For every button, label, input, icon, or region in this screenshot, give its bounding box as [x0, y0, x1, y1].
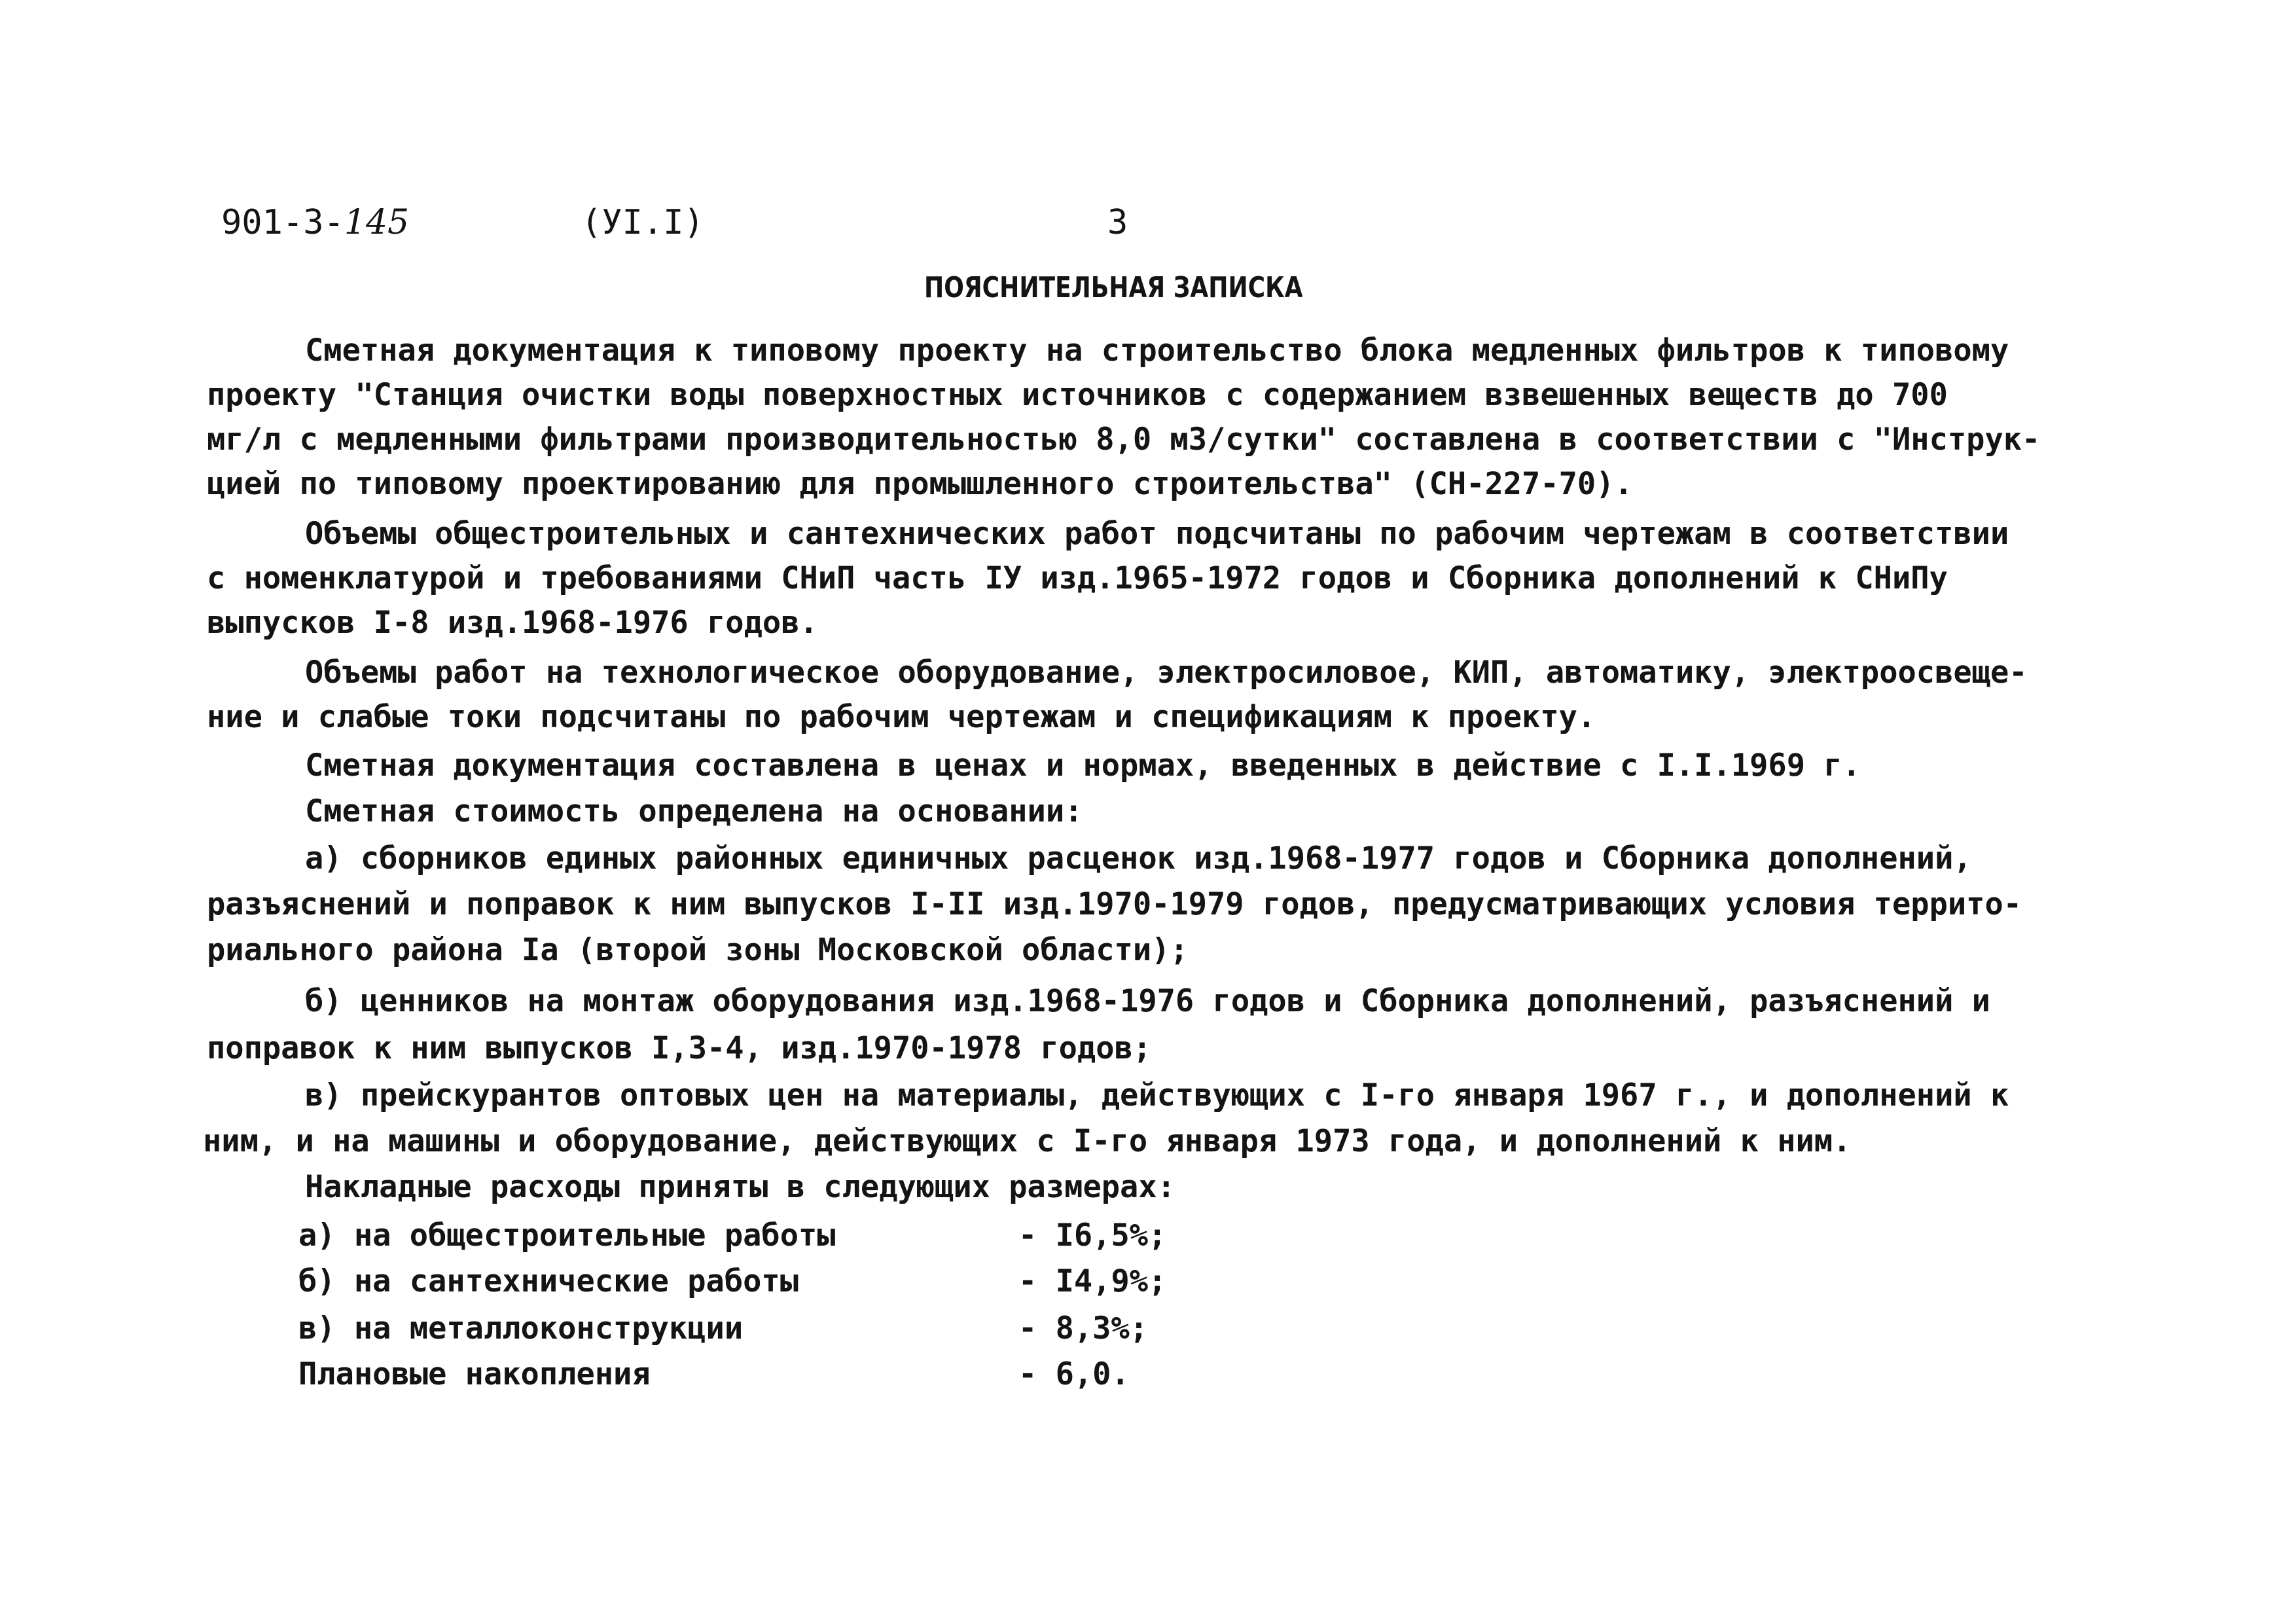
text-line: а) сборников единых районных единичных расценок изд.1968-1977 годов и Сборника дополнений,	[305, 840, 1972, 876]
rate-value: - 8,3%;	[1018, 1310, 1149, 1346]
text-line: Сметная стоимость определена на основании:	[305, 793, 1083, 829]
text-line: выпусков I-8 изд.1968-1976 годов.	[207, 605, 818, 641]
rate-label: а) на общестроительные работы	[298, 1218, 836, 1254]
rate-label: Плановые накопления	[298, 1356, 651, 1392]
rate-value: - I4,9%;	[1018, 1263, 1167, 1299]
text-line: б) ценников на монтаж оборудования изд.1968-1976 годов и Сборника дополнений, разъяснений и	[305, 983, 1990, 1019]
text-line: разъяснений и поправок к ним выпусков I-II изд.1970-1979 годов, предусматривающих условия террито-	[207, 886, 2022, 922]
text-line: Объемы общестроительных и сантехнических работ подсчитаны по рабочим чертежам в соответствии	[305, 516, 2009, 552]
text-line: Накладные расходы приняты в следующих размерах:	[305, 1169, 1175, 1205]
text-line: Сметная документация составлена в ценах и нормах, введенных в действие с I.I.1969 г.	[305, 748, 1861, 784]
text-line: мг/л с медленными фильтрами производительностью 8,0 м3/сутки" составлена в соответствии с "Инструк-	[207, 422, 2041, 458]
section-number: (УI.I)	[581, 203, 704, 242]
document-code	[221, 196, 409, 249]
text-line: ним, и на машины и оборудование, действующих с I-го января 1973 года, и дополнений к ним.	[203, 1123, 1852, 1159]
rate-label: б) на сантехнические работы	[298, 1263, 799, 1299]
rate-label: в) на металлоконструкции	[298, 1310, 744, 1346]
text-line: риального района Iа (второй зоны Московской области);	[207, 932, 1189, 968]
text-line: с номенклатурой и требованиями СНиП часть IУ изд.1965-1972 годов и Сборника дополнений к СНиПу	[207, 560, 1948, 596]
text-line: цией по типовому проектированию для промышленного строительства" (СН-227-70).	[207, 466, 1633, 502]
page-title: ПОЯСНИТЕЛЬНАЯ ЗАПИСКА	[924, 271, 1303, 304]
document-code-handwritten: 145	[344, 203, 410, 242]
text-line: ние и слабые токи подсчитаны по рабочим чертежам и спецификациям к проекту.	[207, 699, 1596, 735]
page-number: 3	[1107, 203, 1128, 242]
text-line: в) прейскурантов оптовых цен на материалы, действующих с I-го января 1967 г., и дополнений к	[305, 1077, 2009, 1113]
rate-value: - I6,5%;	[1018, 1218, 1167, 1254]
rate-value: - 6,0.	[1018, 1356, 1130, 1392]
text-line: Сметная документация к типовому проекту на строительство блока медленных фильтров к типовому	[305, 333, 2009, 369]
text-line: Объемы работ на технологическое оборудование, электросиловое, КИП, автоматику, электроосвеще-	[305, 655, 2028, 691]
text-line: проекту "Станция очистки воды поверхностных источников с содержанием взвешенных веществ до 700	[207, 377, 1948, 413]
document-code-printed: 901-3-	[221, 203, 344, 242]
text-line: поправок к ним выпусков I,3-4, изд.1970-1978 годов;	[207, 1030, 1152, 1066]
